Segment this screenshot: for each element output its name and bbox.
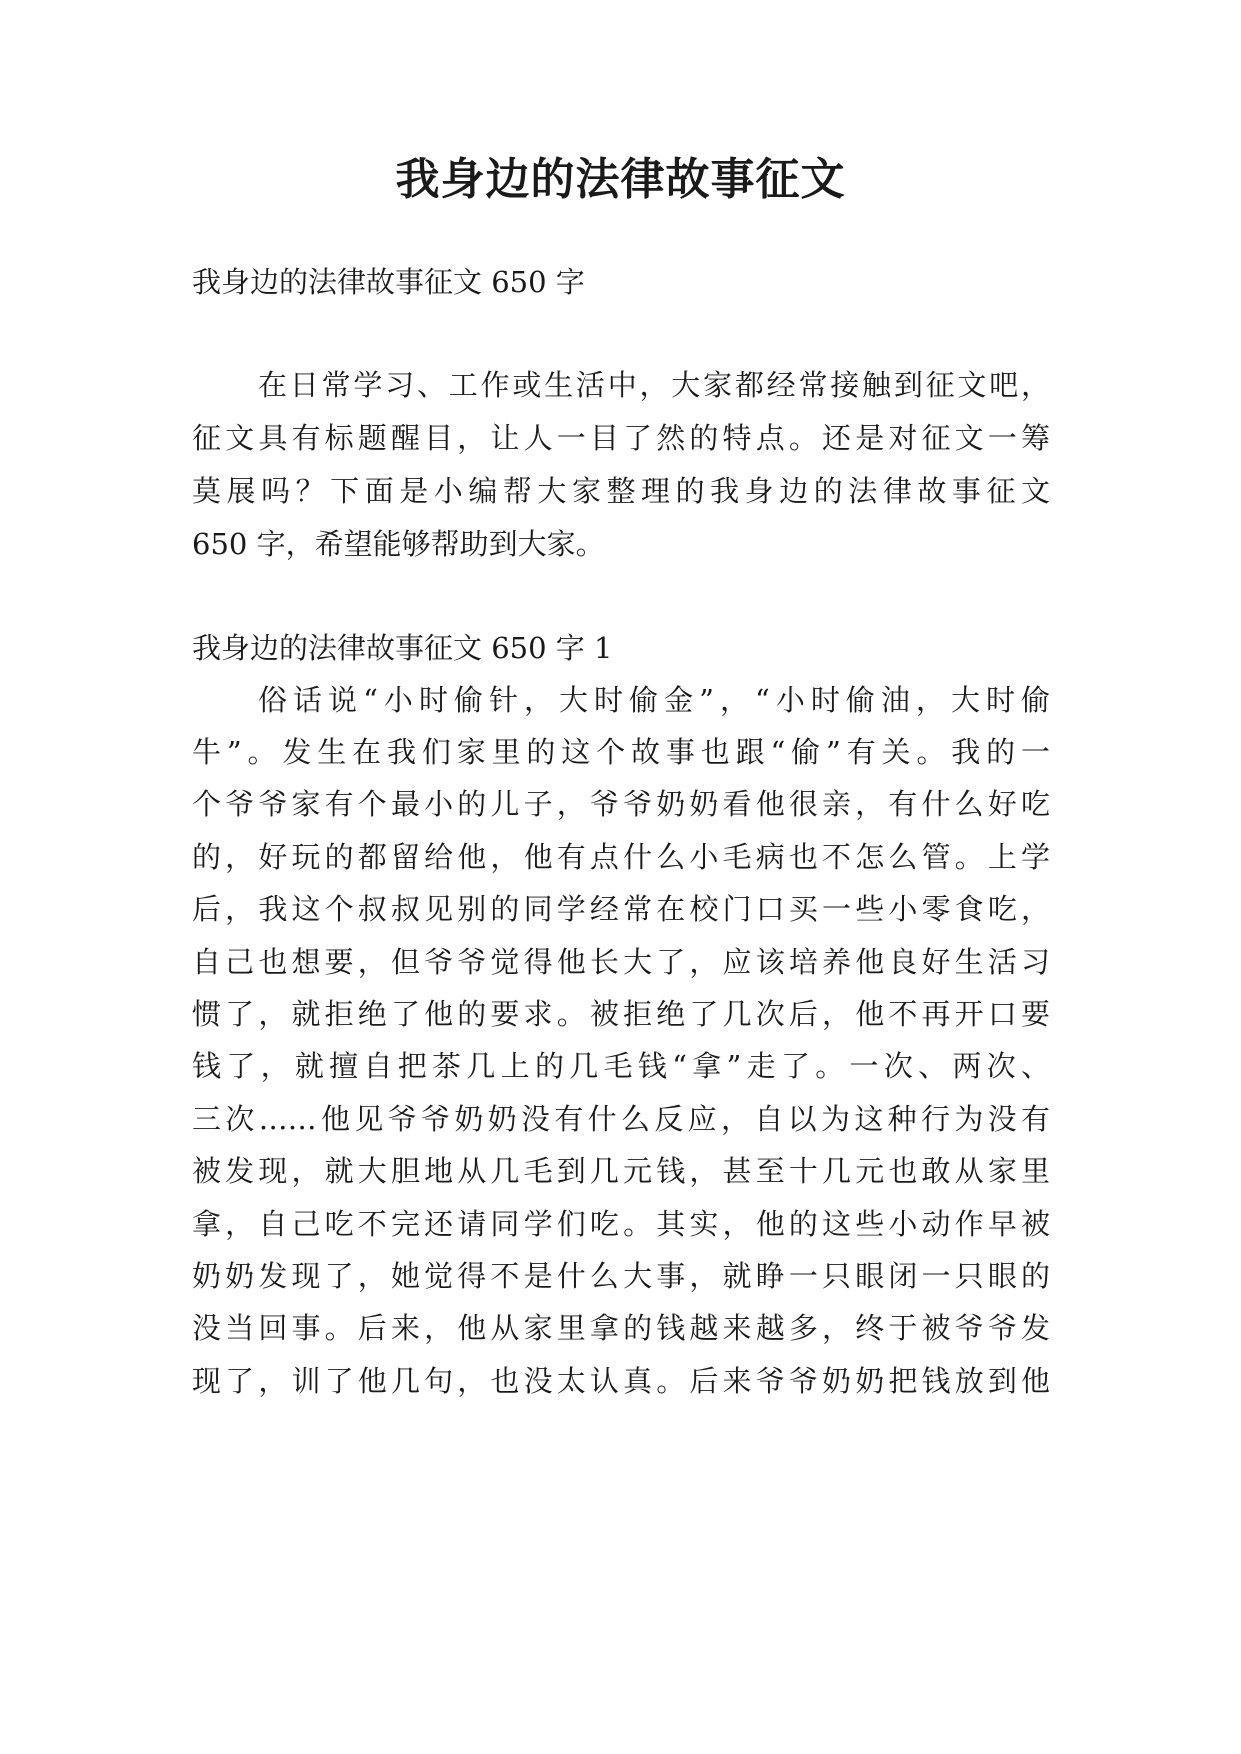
intro-line: 征文具有标题醒目，让人一目了然的特点。还是对征文一筹 [192, 421, 1050, 455]
story-line: 奶奶发现了，她觉得不是什么大事，就睁一只眼闭一只眼的 [192, 1259, 1050, 1293]
story-line: 被发现，就大胆地从几毛到几元钱，甚至十几元也敢从家里 [192, 1154, 1050, 1188]
document-subtitle: 我身边的法律故事征文 650 字 [192, 265, 585, 299]
intro-line: 莫展吗？下面是小编帮大家整理的我身边的法律故事征文 [192, 474, 1050, 508]
intro-line: 在日常学习、工作或生活中，大家都经常接触到征文吧， [258, 368, 1050, 402]
story-line: 个爷爷家有个最小的儿子，爷爷奶奶看他很亲，有什么好吃 [192, 787, 1050, 821]
story-line: 现了，训了他几句，也没太认真。后来爷爷奶奶把钱放到他 [192, 1364, 1050, 1398]
story-line: 拿，自己吃不完还请同学们吃。其实，他的这些小动作早被 [192, 1207, 1050, 1241]
story-line: 钱了，就擅自把茶几上的几毛钱“拿”走了。一次、两次、 [192, 1049, 1050, 1083]
story-line: 自己也想要，但爷爷觉得他长大了，应该培养他良好生活习 [192, 945, 1050, 979]
intro-line: 650 字，希望能够帮助到大家。 [192, 527, 605, 561]
document-title: 我身边的法律故事征文 [395, 154, 846, 205]
story-line: 的，好玩的都留给他，他有点什么小毛病也不怎么管。上学 [192, 840, 1050, 874]
story-line: 惯了，就拒绝了他的要求。被拒绝了几次后，他不再开口要 [192, 997, 1050, 1031]
story-line: 俗话说“小时偷针，大时偷金”，“小时偷油，大时偷 [258, 683, 1050, 717]
story-line: 牛”。发生在我们家里的这个故事也跟“偷”有关。我的一 [192, 735, 1050, 769]
story-line: 三次……他见爷爷奶奶没有什么反应，自以为这种行为没有 [192, 1102, 1050, 1136]
story-line: 后，我这个叔叔见别的同学经常在校门口买一些小零食吃， [192, 892, 1050, 926]
story-line: 没当回事。后来，他从家里拿的钱越来越多，终于被爷爷发 [192, 1311, 1050, 1345]
section-heading: 我身边的法律故事征文 650 字 1 [192, 631, 613, 665]
